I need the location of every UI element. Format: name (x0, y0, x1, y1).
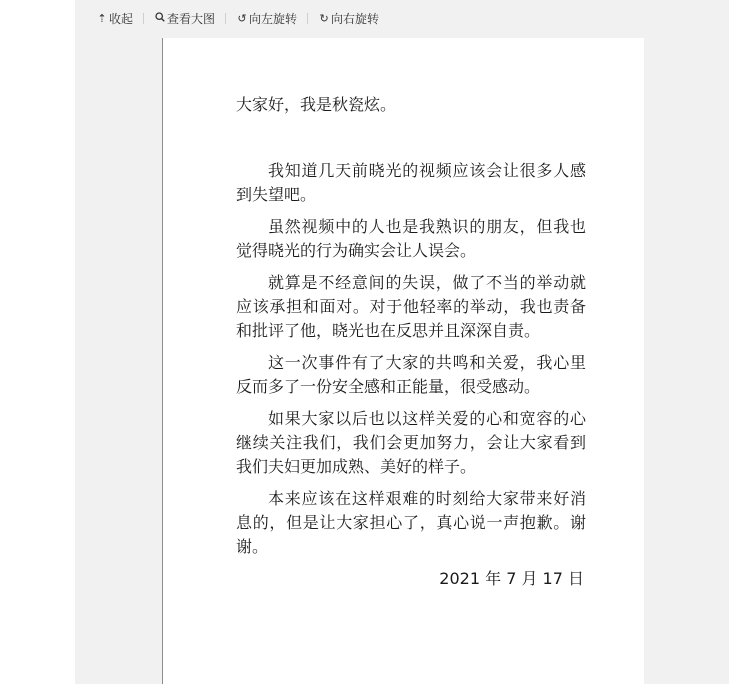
image-viewer (75, 0, 729, 684)
rotate-left-button[interactable] (236, 10, 297, 27)
collapse-label: 收起 (109, 11, 134, 26)
toolbar-divider (307, 13, 308, 24)
letter-image[interactable] (162, 38, 644, 684)
rotate-right-label: 向右旋转 (331, 11, 380, 26)
view-large-button[interactable] (154, 10, 215, 27)
letter-paragraph: 虽然视频中的人也是我熟识的朋友，但我也觉得晓光的行为确实会让人误会。 (236, 217, 586, 260)
view-large-label: 查看大图 (167, 11, 216, 26)
letter-paragraph: 我知道几天前晓光的视频应该会让很多人感到失望吧。 (236, 161, 586, 204)
letter-paragraph: 这一次事件有了大家的共鸣和关爱，我心里反而多了一份安全感和正能量，很受感动。 (236, 353, 586, 396)
letter-paragraph: 本来应该在这样艰难的时刻给大家带来好消息的，但是让大家担心了，真心说一声抱歉。谢谢。 (236, 489, 586, 556)
rotate-left-icon: ↺ (237, 12, 247, 25)
letter-text (236, 93, 586, 591)
collapse-button[interactable] (96, 10, 133, 27)
toolbar-divider (225, 13, 226, 24)
rotate-right-icon: ↻ (319, 12, 329, 25)
letter-greeting: 大家好，我是秋瓷炫。 (236, 95, 397, 114)
rotate-left-label: 向左旋转 (249, 11, 298, 26)
magnifier-icon (154, 12, 166, 25)
viewer-toolbar (75, 0, 729, 36)
rotate-right-button[interactable] (318, 10, 379, 27)
letter-date: 2021 年 7 月 17 日 (439, 569, 584, 588)
toolbar-divider (143, 13, 144, 24)
collapse-up-icon: ⇡ (97, 12, 107, 25)
letter-paragraph: 就算是不经意间的失误，做了不当的举动就应该承担和面对。对于他轻率的举动，我也责备和批评了他，晓光也在反思并且深深自责。 (236, 273, 586, 340)
letter-paragraph: 如果大家以后也以这样关爱的心和宽容的心继续关注我们，我们会更加努力，会让大家看到我们夫妇更加成熟、美好的样子。 (236, 409, 586, 476)
